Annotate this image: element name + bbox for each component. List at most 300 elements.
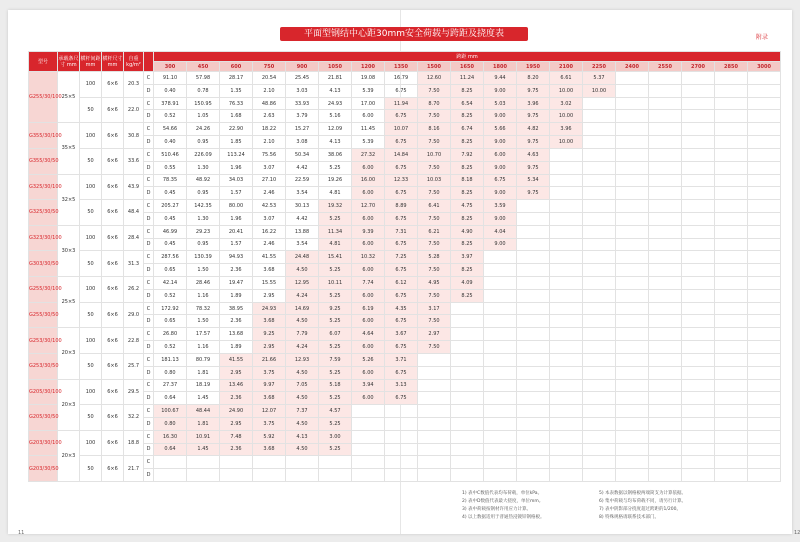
value-cell	[616, 443, 649, 456]
value-cell: 8.89	[385, 200, 418, 213]
cd-label: D	[144, 443, 154, 456]
value-cell: 19.32	[319, 200, 352, 213]
value-cell: 38.06	[319, 148, 352, 161]
value-cell	[682, 110, 715, 123]
value-cell: 6.00	[352, 212, 385, 225]
value-cell	[682, 97, 715, 110]
value-cell	[517, 251, 550, 264]
value-cell	[715, 148, 748, 161]
value-cell	[649, 238, 682, 251]
value-cell	[715, 174, 748, 187]
value-cell	[682, 302, 715, 315]
value-cell	[682, 456, 715, 469]
value-cell: 29.23	[187, 225, 220, 238]
value-cell: 5.16	[319, 110, 352, 123]
value-cell	[649, 405, 682, 418]
value-cell	[484, 315, 517, 328]
value-cell: 5.26	[352, 353, 385, 366]
col-cross-spacing: 横杆间距 mm	[80, 52, 102, 72]
value-cell: 6.00	[352, 238, 385, 251]
value-cell	[682, 392, 715, 405]
load-span-table	[28, 51, 781, 482]
weight-cell: 29.5	[124, 379, 144, 405]
value-cell: 0.95	[187, 238, 220, 251]
value-cell	[550, 366, 583, 379]
value-cell: 5.25	[319, 341, 352, 354]
value-cell	[715, 110, 748, 123]
value-cell: 0.80	[154, 417, 187, 430]
value-cell	[616, 123, 649, 136]
value-cell: 4.82	[517, 123, 550, 136]
cross-spacing-cell: 100	[80, 328, 102, 354]
value-cell: 1.50	[187, 264, 220, 277]
value-cell	[649, 225, 682, 238]
value-cell	[616, 315, 649, 328]
value-cell: 7.59	[319, 353, 352, 366]
value-cell	[682, 289, 715, 302]
crossbar-cell: 6×6	[102, 405, 124, 431]
value-cell: 34.03	[220, 174, 253, 187]
value-cell	[418, 366, 451, 379]
value-cell	[616, 225, 649, 238]
value-cell: 4.64	[352, 328, 385, 341]
value-cell: 7.25	[385, 251, 418, 264]
value-cell	[583, 469, 616, 482]
value-cell: 8.25	[451, 187, 484, 200]
value-cell: 11.94	[385, 97, 418, 110]
value-cell: 78.35	[154, 174, 187, 187]
value-cell	[187, 469, 220, 482]
bearing-cell: 25×5	[58, 277, 80, 328]
value-cell	[451, 405, 484, 418]
span-cell: 750	[253, 62, 286, 72]
span-cell: 2700	[682, 62, 715, 72]
value-cell: 5.66	[484, 123, 517, 136]
weight-cell: 31.3	[124, 251, 144, 277]
value-cell	[616, 328, 649, 341]
value-cell	[649, 148, 682, 161]
value-cell	[385, 430, 418, 443]
value-cell	[616, 136, 649, 149]
value-cell	[517, 212, 550, 225]
value-cell: 16.30	[154, 430, 187, 443]
table-row	[29, 379, 781, 392]
value-cell: 24.48	[286, 251, 319, 264]
cross-spacing-cell: 50	[80, 200, 102, 226]
value-cell	[748, 469, 781, 482]
value-cell	[715, 200, 748, 213]
col-bearing: 承载条尺寸 mm	[58, 52, 80, 72]
cd-label: D	[144, 289, 154, 302]
value-cell	[451, 366, 484, 379]
value-cell: 113.24	[220, 148, 253, 161]
value-cell: 10.00	[550, 136, 583, 149]
value-cell: 13.88	[286, 225, 319, 238]
value-cell	[352, 405, 385, 418]
value-cell	[616, 277, 649, 290]
value-cell	[649, 379, 682, 392]
value-cell: 7.50	[418, 264, 451, 277]
value-cell	[451, 328, 484, 341]
value-cell	[682, 84, 715, 97]
value-cell	[418, 469, 451, 482]
cross-spacing-cell: 50	[80, 353, 102, 379]
value-cell	[748, 97, 781, 110]
value-cell	[484, 277, 517, 290]
value-cell	[682, 264, 715, 277]
cd-label: D	[144, 110, 154, 123]
value-cell	[715, 341, 748, 354]
value-cell	[517, 456, 550, 469]
value-cell	[682, 430, 715, 443]
value-cell: 205.27	[154, 200, 187, 213]
value-cell: 16.00	[352, 174, 385, 187]
value-cell	[154, 469, 187, 482]
value-cell: 6.00	[352, 161, 385, 174]
value-cell: 22.90	[220, 123, 253, 136]
value-cell	[451, 353, 484, 366]
value-cell	[649, 277, 682, 290]
value-cell	[517, 443, 550, 456]
crossbar-cell: 6×6	[102, 72, 124, 98]
cross-spacing-cell: 100	[80, 123, 102, 149]
value-cell	[682, 405, 715, 418]
value-cell: 510.46	[154, 148, 187, 161]
value-cell	[616, 187, 649, 200]
value-cell	[649, 187, 682, 200]
value-cell	[583, 110, 616, 123]
table-row	[29, 456, 781, 469]
value-cell	[451, 443, 484, 456]
value-cell: 100.67	[154, 405, 187, 418]
value-cell	[682, 212, 715, 225]
value-cell	[715, 417, 748, 430]
value-cell	[220, 469, 253, 482]
value-cell: 10.00	[583, 84, 616, 97]
value-cell	[748, 84, 781, 97]
value-cell: 9.00	[484, 187, 517, 200]
value-cell: 33.93	[286, 97, 319, 110]
appendix-badge: 附录	[756, 34, 769, 41]
page-number-right: 12	[794, 530, 800, 536]
value-cell: 1.57	[220, 238, 253, 251]
value-cell: 2.36	[220, 264, 253, 277]
cd-label: D	[144, 315, 154, 328]
value-cell	[682, 174, 715, 187]
span-cell: 2550	[649, 62, 682, 72]
value-cell	[286, 469, 319, 482]
value-cell	[715, 392, 748, 405]
span-cell: 2850	[715, 62, 748, 72]
value-cell: 91.10	[154, 72, 187, 85]
value-cell: 28.17	[220, 72, 253, 85]
value-cell: 5.25	[319, 289, 352, 302]
value-cell	[715, 366, 748, 379]
value-cell	[286, 456, 319, 469]
value-cell	[715, 302, 748, 315]
note-line: 8) 特殊规格请联系技术部门。	[599, 515, 660, 520]
value-cell	[649, 366, 682, 379]
value-cell: 9.25	[253, 328, 286, 341]
value-cell	[616, 392, 649, 405]
value-cell: 3.17	[418, 302, 451, 315]
value-cell: 42.14	[154, 277, 187, 290]
value-cell	[682, 315, 715, 328]
value-cell: 1.85	[220, 136, 253, 149]
value-cell: 9.75	[517, 84, 550, 97]
value-cell: 6.00	[352, 315, 385, 328]
value-cell: 14.84	[385, 148, 418, 161]
value-cell: 12.33	[385, 174, 418, 187]
value-cell: 2.36	[220, 392, 253, 405]
value-cell	[583, 187, 616, 200]
value-cell	[682, 353, 715, 366]
value-cell: 2.95	[253, 341, 286, 354]
table-row	[29, 353, 781, 366]
value-cell	[550, 187, 583, 200]
value-cell: 2.63	[253, 110, 286, 123]
value-cell: 10.91	[187, 430, 220, 443]
value-cell: 15.41	[319, 251, 352, 264]
cross-spacing-cell: 50	[80, 302, 102, 328]
value-cell: 6.75	[385, 341, 418, 354]
value-cell: 57.98	[187, 72, 220, 85]
value-cell	[451, 302, 484, 315]
col-crossbar: 横杆尺寸 mm	[102, 52, 124, 72]
value-cell	[484, 353, 517, 366]
value-cell	[385, 417, 418, 430]
value-cell: 3.13	[385, 379, 418, 392]
value-cell: 5.39	[352, 84, 385, 97]
value-cell	[583, 174, 616, 187]
model-cell: G203/30/50	[29, 456, 58, 482]
value-cell: 28.46	[187, 277, 220, 290]
value-cell: 181.13	[154, 353, 187, 366]
value-cell	[682, 469, 715, 482]
value-cell: 6.75	[385, 315, 418, 328]
value-cell: 9.75	[517, 110, 550, 123]
table-row	[29, 174, 781, 187]
value-cell: 6.75	[385, 289, 418, 302]
value-cell: 7.50	[418, 110, 451, 123]
bearing-cell: 20×3	[58, 328, 80, 379]
value-cell: 7.74	[352, 277, 385, 290]
value-cell: 1.45	[187, 392, 220, 405]
value-cell	[583, 136, 616, 149]
value-cell	[517, 289, 550, 302]
crossbar-cell: 6×6	[102, 251, 124, 277]
value-cell: 4.24	[286, 341, 319, 354]
value-cell: 0.40	[154, 136, 187, 149]
value-cell: 7.50	[418, 84, 451, 97]
cd-label: C	[144, 277, 154, 290]
value-cell: 4.90	[451, 225, 484, 238]
value-cell	[649, 353, 682, 366]
value-cell: 4.50	[286, 392, 319, 405]
value-cell	[715, 97, 748, 110]
value-cell	[748, 123, 781, 136]
value-cell: 8.16	[418, 123, 451, 136]
span-cell: 1650	[451, 62, 484, 72]
value-cell	[649, 417, 682, 430]
cross-spacing-cell: 100	[80, 277, 102, 303]
table-row	[29, 72, 781, 85]
value-cell: 7.37	[286, 405, 319, 418]
value-cell	[682, 277, 715, 290]
value-cell	[583, 200, 616, 213]
value-cell	[715, 430, 748, 443]
value-cell: 27.32	[352, 148, 385, 161]
value-cell: 4.50	[286, 264, 319, 277]
value-cell	[748, 417, 781, 430]
value-cell	[583, 289, 616, 302]
value-cell: 25.45	[286, 72, 319, 85]
value-cell	[517, 366, 550, 379]
value-cell: 5.39	[352, 136, 385, 149]
cross-spacing-cell: 100	[80, 174, 102, 200]
value-cell: 6.75	[385, 264, 418, 277]
value-cell	[451, 341, 484, 354]
value-cell: 12.07	[253, 405, 286, 418]
value-cell: 6.00	[352, 110, 385, 123]
value-cell	[418, 430, 451, 443]
value-cell	[616, 405, 649, 418]
weight-cell: 32.2	[124, 405, 144, 431]
value-cell: 5.37	[583, 72, 616, 85]
value-cell: 9.75	[517, 136, 550, 149]
crossbar-cell: 6×6	[102, 456, 124, 482]
value-cell: 1.68	[220, 110, 253, 123]
value-cell	[583, 302, 616, 315]
value-cell	[583, 238, 616, 251]
value-cell: 2.46	[253, 187, 286, 200]
value-cell	[649, 123, 682, 136]
value-cell: 6.00	[352, 366, 385, 379]
value-cell: 2.97	[418, 328, 451, 341]
value-cell	[154, 456, 187, 469]
col-model: 型号	[29, 52, 58, 72]
value-cell	[748, 366, 781, 379]
value-cell: 5.03	[484, 97, 517, 110]
table-row	[29, 277, 781, 290]
value-cell: 24.93	[253, 302, 286, 315]
value-cell: 6.00	[352, 187, 385, 200]
value-cell: 13.68	[220, 328, 253, 341]
value-cell	[484, 430, 517, 443]
value-cell	[517, 430, 550, 443]
value-cell: 150.95	[187, 97, 220, 110]
value-cell: 1.05	[187, 110, 220, 123]
value-cell	[748, 110, 781, 123]
table-row	[29, 123, 781, 136]
value-cell: 3.94	[352, 379, 385, 392]
value-cell	[484, 405, 517, 418]
value-cell	[748, 238, 781, 251]
span-cell: 2250	[583, 62, 616, 72]
table-row	[29, 148, 781, 161]
value-cell	[484, 456, 517, 469]
value-cell: 1.89	[220, 341, 253, 354]
value-cell: 3.71	[385, 353, 418, 366]
span-cell: 3000	[748, 62, 781, 72]
value-cell	[649, 443, 682, 456]
value-cell: 10.70	[418, 148, 451, 161]
value-cell	[616, 379, 649, 392]
value-cell	[484, 366, 517, 379]
value-cell	[748, 405, 781, 418]
value-cell: 4.24	[286, 289, 319, 302]
weight-cell: 22.0	[124, 97, 144, 123]
value-cell	[352, 430, 385, 443]
cd-label: C	[144, 379, 154, 392]
value-cell: 78.32	[187, 302, 220, 315]
value-cell: 5.25	[319, 417, 352, 430]
value-cell	[715, 469, 748, 482]
value-cell	[715, 379, 748, 392]
value-cell: 12.95	[286, 277, 319, 290]
value-cell: 8.20	[517, 72, 550, 85]
value-cell	[583, 341, 616, 354]
value-cell	[715, 123, 748, 136]
cross-spacing-cell: 100	[80, 430, 102, 456]
value-cell	[550, 238, 583, 251]
weight-cell: 28.4	[124, 225, 144, 251]
value-cell	[319, 456, 352, 469]
value-cell	[616, 341, 649, 354]
value-cell	[715, 405, 748, 418]
cd-label: C	[144, 328, 154, 341]
weight-cell: 29.0	[124, 302, 144, 328]
value-cell	[583, 366, 616, 379]
value-cell: 7.31	[385, 225, 418, 238]
value-cell: 0.64	[154, 392, 187, 405]
col-cd	[144, 52, 154, 72]
value-cell	[418, 405, 451, 418]
table-row	[29, 200, 781, 213]
note-line: 3) 表中荷载按钢材许用应力计算。	[462, 507, 532, 512]
value-cell	[616, 174, 649, 187]
value-cell	[451, 379, 484, 392]
value-cell	[418, 353, 451, 366]
span-cell: 450	[187, 62, 220, 72]
model-cell: G255/30/100	[29, 277, 58, 303]
value-cell	[550, 174, 583, 187]
value-cell	[385, 469, 418, 482]
value-cell: 0.65	[154, 315, 187, 328]
value-cell	[748, 277, 781, 290]
note-line: 6) 集中荷载与均布荷载不同，请另行计算。	[599, 499, 687, 504]
weight-cell: 26.2	[124, 277, 144, 303]
value-cell	[682, 417, 715, 430]
page-number-left: 11	[18, 530, 25, 536]
value-cell: 30.13	[286, 200, 319, 213]
value-cell	[583, 264, 616, 277]
value-cell	[385, 456, 418, 469]
cross-spacing-cell: 50	[80, 97, 102, 123]
value-cell: 2.95	[220, 417, 253, 430]
bearing-cell: 20×3	[58, 430, 80, 481]
value-cell: 7.50	[418, 315, 451, 328]
value-cell	[484, 302, 517, 315]
table-row	[29, 405, 781, 418]
crossbar-cell: 6×6	[102, 148, 124, 174]
value-cell: 1.16	[187, 341, 220, 354]
value-cell: 4.50	[286, 417, 319, 430]
value-cell: 42.53	[253, 200, 286, 213]
value-cell: 142.35	[187, 200, 220, 213]
value-cell: 6.00	[484, 148, 517, 161]
value-cell: 5.25	[319, 264, 352, 277]
